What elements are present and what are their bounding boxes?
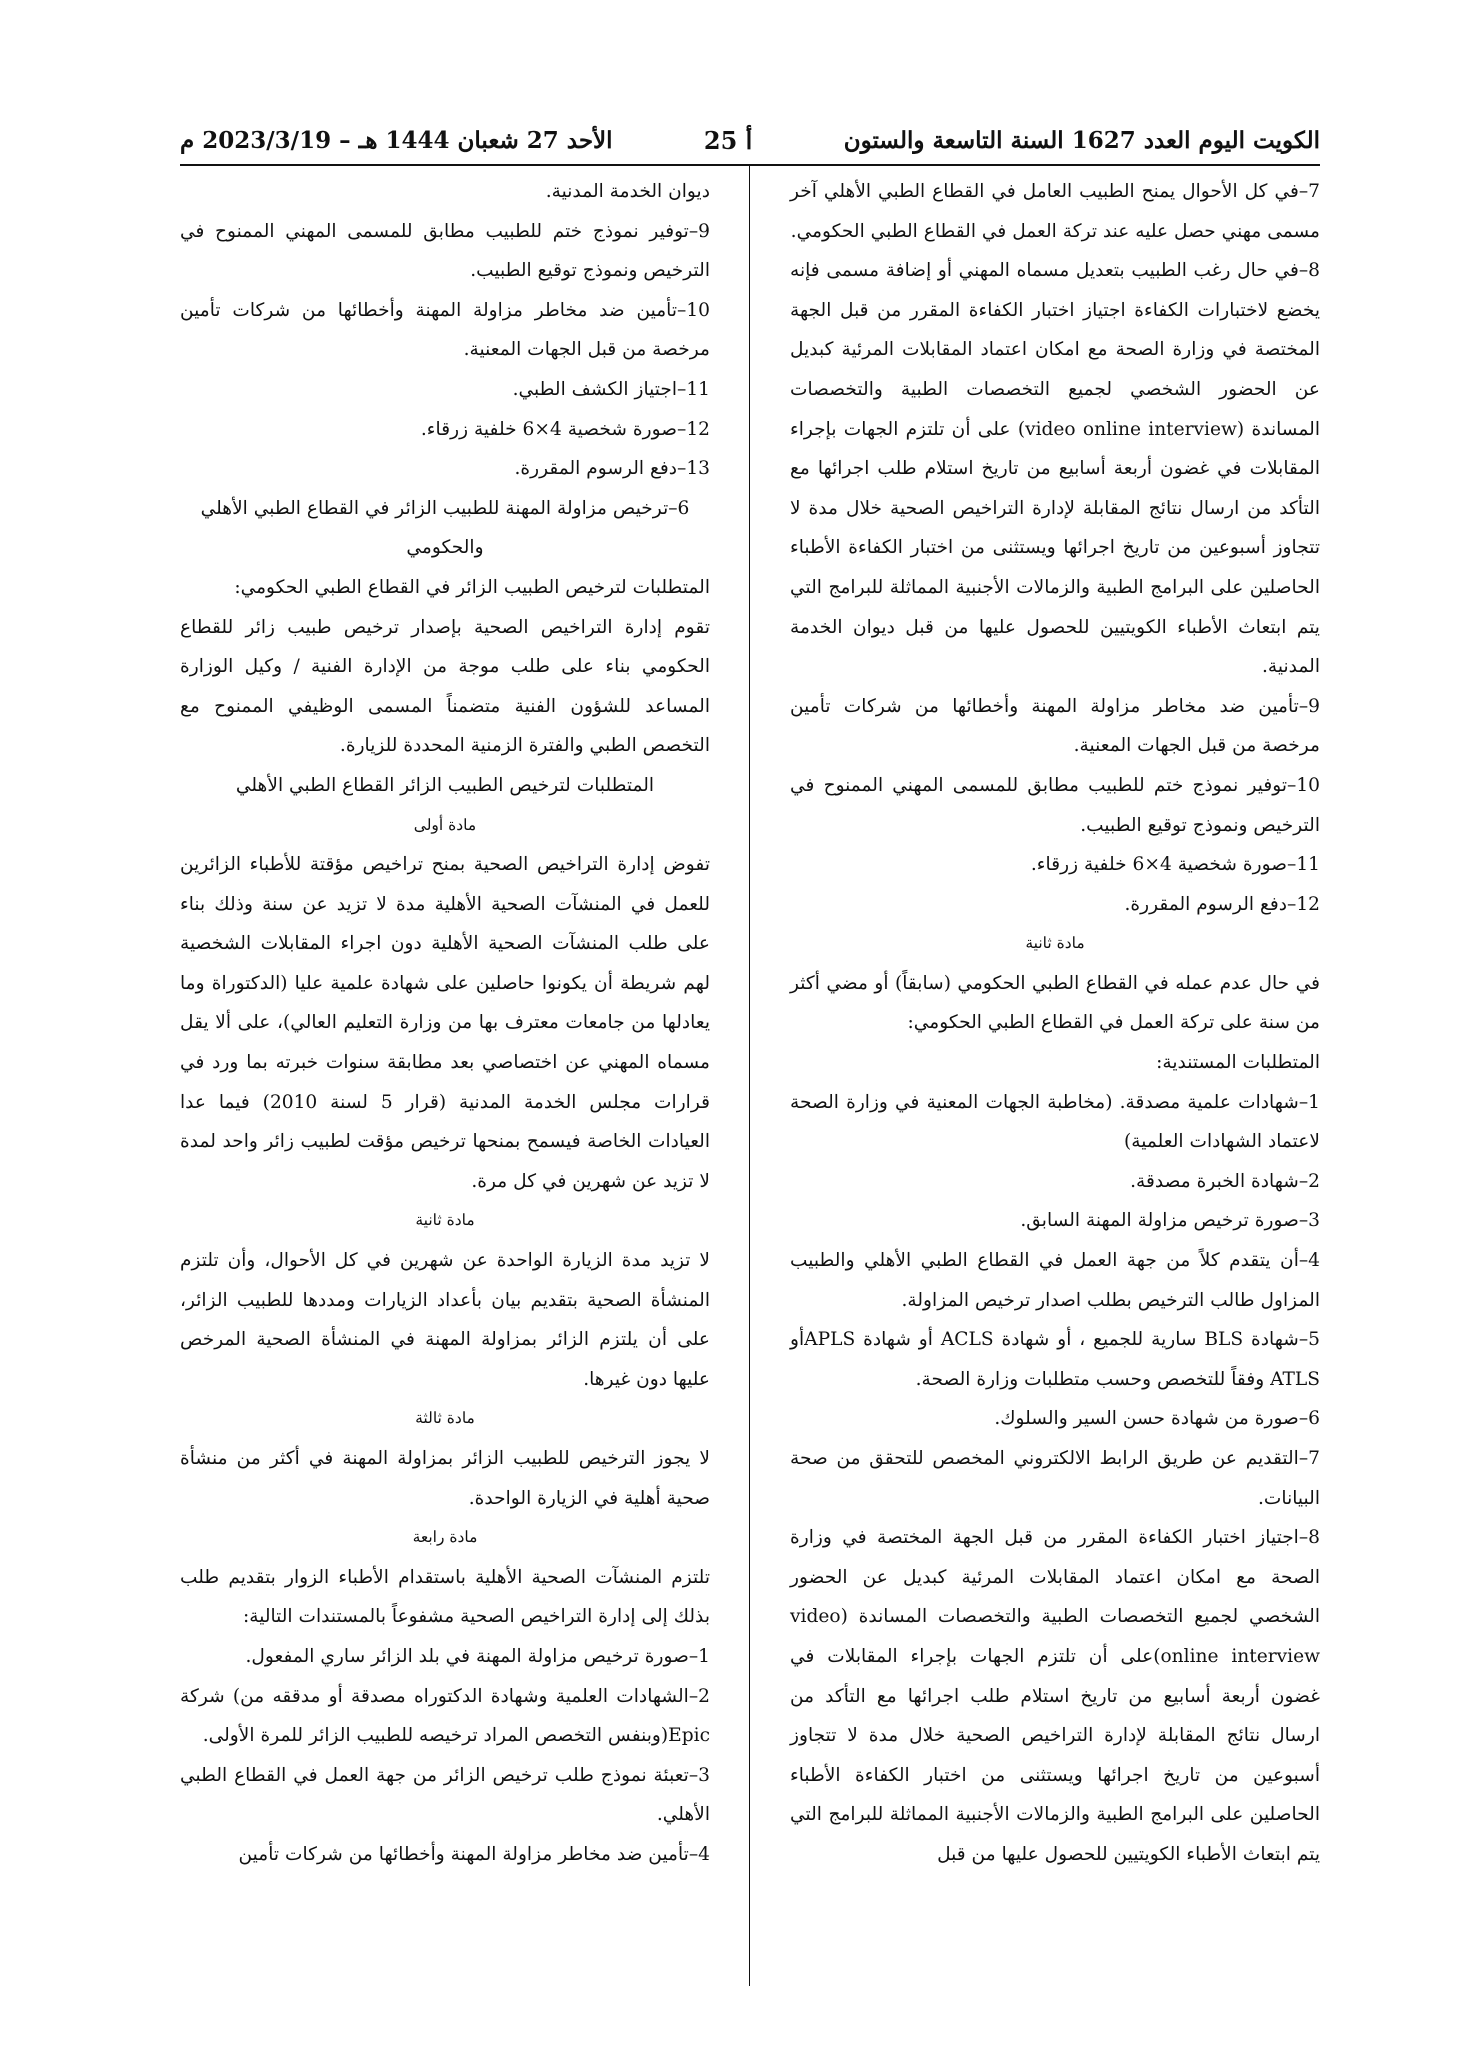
right-column	[790, 172, 1320, 1875]
paragraph: 2–الشهادات العلمية وشهادة الدكتوراه مصدقة أو مدققه من) شركة Epic(وبنفس التخصص المراد ترخيصه للطبيب الزائر للمرة الأولى.	[180, 1685, 710, 1747]
paragraph: 13–دفع الرسوم المقررة.	[514, 458, 710, 480]
paragraph: المتطلبات المستندية:	[1156, 1052, 1320, 1074]
paragraph: 11–اجتياز الكشف الطبي.	[512, 378, 710, 400]
paragraph: تقوم إدارة التراخيص الصحية بإصدار ترخيص طبيب زائر للقطاع الحكومي بناء على طلب موجة من الإدارة الفنية / وكيل الوزارة المساعد للشؤون الفنية متضمناً المسمى الوظيفي الممنوح مع التخصص الطبي والفترة الزمنية المحددة للزيارة.	[180, 616, 710, 757]
paragraph: تفوض إدارة التراخيص الصحية بمنح تراخيص مؤقتة للأطباء الزائرين للعمل في المنشآت الصحية الأهلية مدة لا تزيد عن سنة وذلك بناء على طلب المنشآت الصحية الأهلية دون اجراء المقابلات الشخصية لهم شريطة أن يكونوا حاصلين على شهادة علمية عليا (الدكتوراة وما يعادلها من جامعات معترف بها من وزارة التعليم العالي)، على ألا يقل مسماه المهني عن اختصاصي بعد مطابقة سنوات خبرته بما ورد في قرارات مجلس الخدمة المدنية (قرار 5 لسنة 2010) فيما عدا العيادات الخاصة فيسمح بمنحها ترخيص مؤقت لطبيب زائر واحد لمدة لا تزيد عن شهرين في كل مرة.	[180, 854, 710, 1192]
paragraph: 9–تأمين ضد مخاطر مزاولة المهنة وأخطائها من شركات تأمين مرخصة من قبل الجهات المعنية.	[790, 695, 1320, 757]
paragraph: المتطلبات لترخيص الطبيب الزائر في القطاع الطبي الحكومي:	[234, 576, 710, 598]
paragraph: 7–التقديم عن طريق الرابط الالكتروني المخصص للتحقق من صحة البيانات.	[790, 1448, 1320, 1509]
paragraph: 12–صورة شخصية 4×6 خلفية زرقاء.	[420, 418, 710, 440]
paragraph: 9–توفير نموذج ختم للطبيب مطابق للمسمى المهني الممنوح في الترخيص ونموذج توقيع الطبيب.	[180, 220, 710, 282]
paragraph: 4–تأمين ضد مخاطر مزاولة المهنة وأخطائها من شركات تأمين	[238, 1843, 710, 1865]
paragraph: 12–دفع الرسوم المقررة.	[1124, 893, 1320, 915]
paragraph: 8–في حال رغب الطبيب بتعديل مسماه المهني أو إضافة مسمى فإنه يخضع لاختبارات الكفاءة اجتياز اختبار الكفاءة المقرر من قبل الجهة المختصة في وزارة الصحة مع امكان اعتماد المقابلات المرئية كبديل عن الحضور الشخصي لجميع التخصصات الطبية والتخصصات المساندة (video online interview) على أن تلتزم الجهات بإجراء المقابلات في غضون أربعة أسابيع من تاريخ استلام طلب اجرائها مع التأكد من ارسال نتائج المقابلة لإدارة التراخيص الصحية خلال مدة لا تتجاوز أسبوعين من تاريخ اجرائها ويستثنى من اختبار الكفاءة الأطباء الحاصلين على البرامج الطبية والزمالات الأجنبية المماثلة للبرامج التي يتم ابتعاث الأطباء الكويتيين للحصول عليها من قبل ديوان الخدمة المدنية.	[790, 260, 1320, 678]
section-heading: مادة رابعة	[412, 1528, 478, 1547]
paragraph: 2–شهادة الخبرة مصدقة.	[1130, 1170, 1320, 1192]
left-column	[180, 172, 710, 1875]
paragraph: 5–شهادة BLS سارية للجميع ، أو شهادة ACLS أو شهادة APLSأو ATLS وفقاً للتخصص وحسب متطلبات وزارة الصحة.	[790, 1329, 1320, 1390]
paragraph: 7–في كل الأحوال يمنح الطبيب العامل في القطاع الطبي الأهلي آخر مسمى مهني حصل عليه عند تركة العمل في القطاع الطبي الحكومي.	[790, 181, 1320, 242]
paragraph: لا تزيد مدة الزيارة الواحدة عن شهرين في كل الأحوال، وأن تلتزم المنشأة الصحية بتقديم بيان بأعداد الزيارات ومددها للطبيب الزائر، على أن يلتزم الزائر بمزاولة المهنة في المنشأة الصحية المرخص عليها دون غيرها.	[180, 1250, 710, 1390]
paragraph: تلتزم المنشآت الصحية الأهلية باستقدام الأطباء الزوار بتقديم طلب بذلك إلى إدارة التراخيص الصحية مشفوعاً بالمستندات التالية:	[180, 1566, 710, 1628]
issue-date: الأحد 27 شعبان 1444 هـ – 2023/3/19 م	[180, 126, 613, 154]
paragraph: 1–صورة ترخيص مزاولة المهنة في بلد الزائر ساري المفعول.	[245, 1645, 710, 1667]
section-heading: مادة ثالثة	[415, 1409, 475, 1428]
paragraph: 3–صورة ترخيص مزاولة المهنة السابق.	[1020, 1210, 1320, 1232]
section-heading: مادة ثانية	[1025, 934, 1085, 953]
paragraph: 11–صورة شخصية 4×6 خلفية زرقاء.	[1030, 854, 1320, 876]
paragraph: 4–أن يتقدم كلاً من جهة العمل في القطاع الطبي الأهلي والطبيب المزاول طالب الترخيص بطلب اصدار ترخيص المزاولة.	[790, 1250, 1320, 1311]
issue-info: الكويت اليوم العدد 1627 السنة التاسعة والستون	[843, 126, 1320, 154]
section-heading: 6–ترخيص مزاولة المهنة للطبيب الزائر في القطاع الطبي الأهلي والحكومي	[200, 497, 690, 559]
page-header	[180, 118, 1320, 162]
section-heading: مادة ثانية	[415, 1211, 475, 1230]
paragraph: في حال عدم عمله في القطاع الطبي الحكومي (سابقاً) أو مضي أكثر من سنة على تركة العمل في القطاع الطبي الحكومي:	[790, 972, 1320, 1034]
column-divider	[749, 166, 750, 1986]
paragraph: 8–اجتياز اختبار الكفاءة المقرر من قبل الجهة المختصة في وزارة الصحة مع امكان اعتماد المقابلات المرئية كبديل عن الحضور الشخصي لجميع التخصصات الطبية والتخصصات المساندة (video online interview)على أن تلتزم الجهات بإجراء المقابلات في غضون أربعة أسابيع من تاريخ استلام طلب اجرائها مع التأكد من ارسال نتائج المقابلة لإدارة التراخيص الصحية خلال مدة لا تتجاوز أسبوعين من تاريخ اجرائها ويستثنى من اختبار الكفاءة الأطباء الحاصلين على البرامج الطبية والزمالات الأجنبية المماثلة للبرامج التي يتم ابتعاث الأطباء الكويتيين للحصول عليها من قبل	[790, 1527, 1321, 1865]
paragraph: 1–شهادات علمية مصدقة. (مخاطبة الجهات المعنية في وزارة الصحة لاعتماد الشهادات العلمية)	[790, 1091, 1320, 1153]
section-heading: المتطلبات لترخيص الطبيب الزائر القطاع الطبي الأهلي	[235, 774, 655, 796]
page-number: أ 25	[703, 125, 753, 155]
paragraph: 6–صورة من شهادة حسن السير والسلوك.	[994, 1408, 1320, 1430]
section-heading: مادة أولى	[413, 815, 477, 834]
paragraph: 10–تأمين ضد مخاطر مزاولة المهنة وأخطائها من شركات تأمين مرخصة من قبل الجهات المعنية.	[180, 299, 710, 361]
paragraph: ديوان الخدمة المدنية.	[545, 181, 710, 202]
paragraph: لا يجوز الترخيص للطبيب الزائر بمزاولة المهنة في أكثر من منشأة صحية أهلية في الزيارة الواحدة.	[180, 1448, 710, 1509]
paragraph: 3–تعبئة نموذج طلب ترخيص الزائر من جهة العمل في القطاع الطبي الأهلي.	[180, 1764, 710, 1826]
paragraph: 10–توفير نموذج ختم للطبيب مطابق للمسمى المهني الممنوح في الترخيص ونموذج توقيع الطبيب.	[790, 774, 1320, 836]
header-rule	[180, 164, 1320, 166]
